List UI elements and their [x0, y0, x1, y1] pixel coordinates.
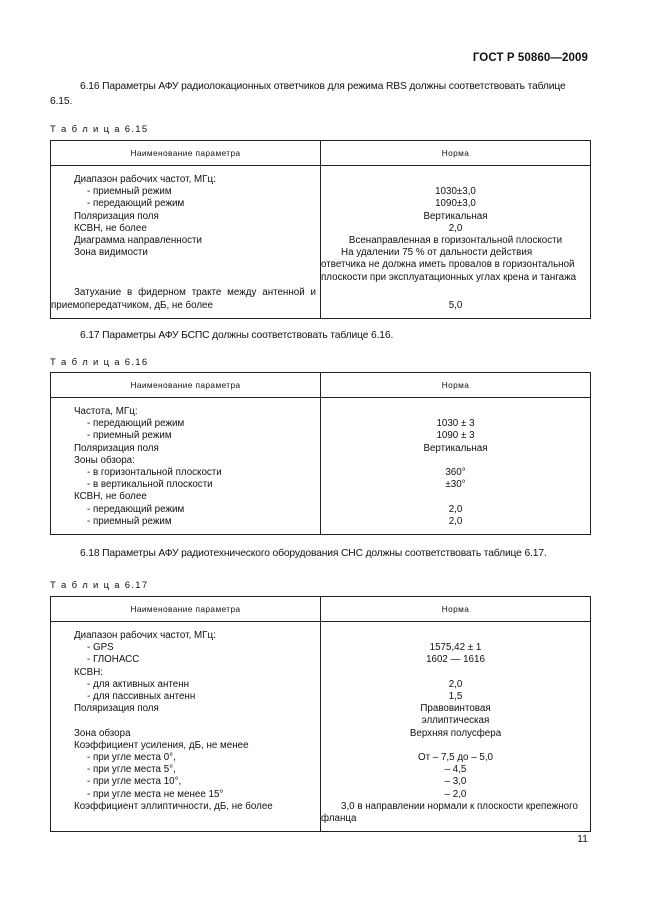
- table-6-15-left-cell: [51, 166, 321, 319]
- param-label: Диаграмма направленности: [74, 235, 203, 247]
- table-6-17: [50, 596, 591, 832]
- param-value: Верхняя полусфера: [409, 727, 502, 739]
- value-empty: [321, 630, 590, 642]
- paragraph-6-16: 6.16 Параметры АФУ радиолокационных ответчиков для режима RBS должны соответствовать таблице 6.15.: [50, 81, 566, 107]
- value-empty: [321, 740, 590, 752]
- table-6-17-header-name: Наименование параметра: [51, 597, 321, 622]
- param-label: - при угле места 10°,: [87, 776, 182, 788]
- table-6-15-header-name: Наименование параметра: [51, 141, 321, 166]
- param-label: Диапазон рабочих частот, МГц:: [74, 630, 216, 641]
- param-label: Зоны обзора:: [74, 454, 135, 466]
- param-label: - ГЛОНАСС: [87, 654, 140, 666]
- document-standard-header: ГОСТ Р 50860—2009: [472, 52, 588, 64]
- param-value: 2,0: [448, 503, 463, 515]
- value-empty: [321, 174, 590, 186]
- param-label: Поляризация поля: [74, 210, 159, 222]
- value-empty: [321, 667, 590, 679]
- param-label: - GPS: [87, 642, 114, 654]
- param-label: Диапазон рабочих частот, МГц:: [74, 174, 216, 185]
- param-value: 1090±3,0: [435, 198, 476, 210]
- param-label: Коэффициент усиления, дБ, не менее: [74, 739, 249, 751]
- param-label: КСВН:: [74, 666, 104, 678]
- param-label: Затухание в фидерном тракте между антенной и приемопередатчиком, дБ, не более: [51, 287, 316, 311]
- param-label: - при угле места не менее 15°: [87, 788, 224, 800]
- param-label: КСВН, не более: [74, 491, 147, 503]
- param-value: Правовинтовая: [420, 703, 491, 715]
- param-label: - в горизонтальной плоскости: [87, 467, 222, 479]
- param-label: - в вертикальной плоскости: [87, 479, 213, 491]
- param-value: 1575,42 ± 1: [429, 642, 482, 654]
- param-label: - при угле места 0°,: [87, 752, 176, 764]
- param-value: 1030 ± 3: [436, 418, 475, 430]
- table-6-16-left-cell: [51, 398, 321, 535]
- param-label: Поляризация поля: [74, 442, 159, 454]
- param-label: Зона видимости: [74, 247, 148, 259]
- table-6-17-caption: Т а б л и ц а 6.17: [50, 580, 149, 591]
- param-value: От – 7,5 до – 5,0: [417, 751, 494, 763]
- table-6-16-right-cell: [321, 398, 591, 535]
- table-6-17-header-norm: Норма: [321, 597, 591, 622]
- table-6-16-header-name: Наименование параметра: [51, 373, 321, 398]
- param-value: – 2,0: [444, 788, 467, 800]
- param-label: Зона обзора: [74, 727, 131, 739]
- param-label: Поляризация поля: [74, 703, 159, 715]
- page-number: 11: [577, 833, 588, 845]
- table-6-17-right-cell: [321, 622, 591, 832]
- table-6-15-header-norm: Норма: [321, 141, 591, 166]
- table-6-15: [50, 140, 591, 319]
- param-value: – 3,0: [444, 776, 467, 788]
- value-empty: [321, 455, 590, 467]
- table-6-15-right-cell: [321, 166, 591, 319]
- param-value: 2,0: [448, 515, 463, 527]
- param-label: - для пассивных антенн: [87, 691, 196, 703]
- param-label: Частота, МГц:: [74, 406, 138, 417]
- spacer: [51, 259, 320, 283]
- param-value: 3,0 в направлении нормали к плоскости крепежного фланца: [321, 800, 578, 824]
- param-value: 2,0: [448, 222, 463, 234]
- param-label: Коэффициент эллиптичности, дБ, не более: [74, 800, 273, 812]
- param-value: Всенаправленная в горизонтальной плоскости: [348, 235, 563, 246]
- spacer: [51, 715, 320, 727]
- param-label: - приемный режим: [87, 515, 172, 527]
- param-label: - передающий режим: [87, 418, 185, 430]
- param-label: - приемный режим: [87, 186, 172, 198]
- param-value: 1,5: [448, 690, 463, 702]
- param-label: - передающий режим: [87, 503, 185, 515]
- value-empty: [321, 406, 590, 418]
- param-value: 1602 — 1616: [426, 654, 485, 666]
- paragraph-6-18: 6.18 Параметры АФУ радиотехнического оборудования СНС должны соответствовать таблице 6.17.: [80, 548, 547, 559]
- param-value: 2,0: [448, 678, 463, 690]
- param-value: 5,0: [448, 299, 463, 311]
- param-value: 1090 ± 3: [436, 430, 475, 442]
- table-6-17-left-cell: [51, 622, 321, 832]
- paragraph-6-17: 6.17 Параметры АФУ БСПС должны соответствовать таблице 6.16.: [80, 330, 394, 341]
- param-value: Вертикальная: [423, 210, 488, 222]
- param-value: 360°: [445, 466, 466, 478]
- param-label: - при угле места 5°,: [87, 764, 176, 776]
- table-6-16-caption: Т а б л и ц а 6.16: [50, 357, 149, 368]
- param-value: ±30°: [445, 479, 466, 491]
- value-empty: [321, 491, 590, 503]
- param-value: Вертикальная: [423, 442, 488, 454]
- param-label: КСВН, не более: [74, 222, 147, 234]
- param-value: На удалении 75 % от дальности действия ответчика не должна иметь провалов в горизонтальной плоскости при эксплуатационных углах крена и тангажа: [321, 247, 577, 283]
- param-label: - передающий режим: [87, 198, 185, 210]
- table-6-15-caption: Т а б л и ц а 6.15: [50, 124, 149, 135]
- param-label: - приемный режим: [87, 430, 172, 442]
- param-value: – 4,5: [444, 764, 467, 776]
- param-value: эллиптическая: [421, 715, 490, 727]
- table-6-16: [50, 372, 591, 535]
- param-value: 1030±3,0: [435, 186, 476, 198]
- param-label: - для активных антенн: [87, 678, 190, 690]
- table-6-16-header-norm: Норма: [321, 373, 591, 398]
